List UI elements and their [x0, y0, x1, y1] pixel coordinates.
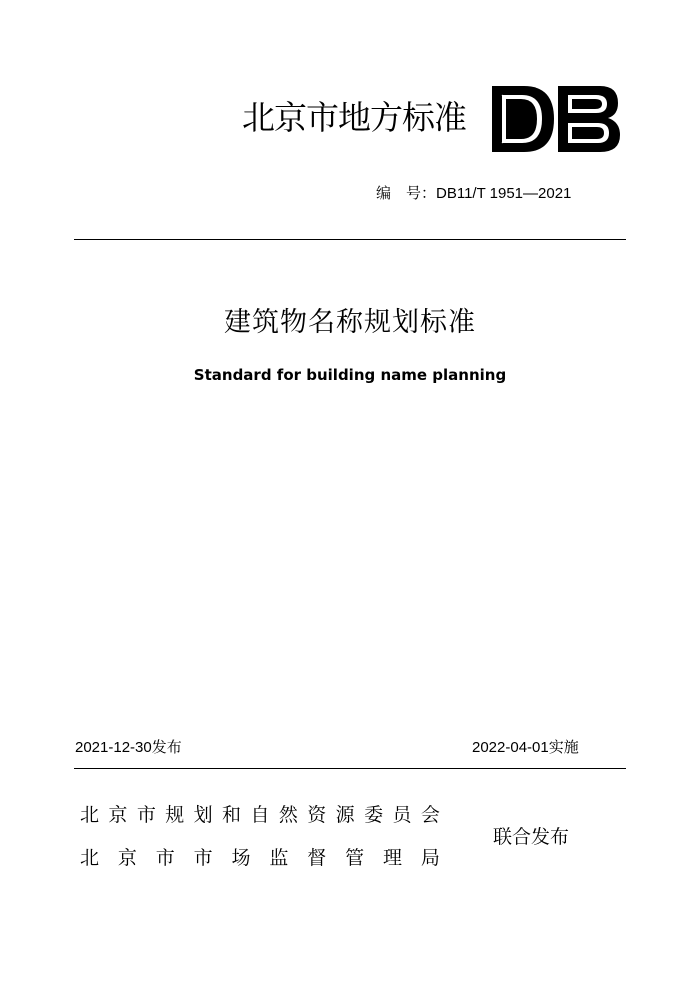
- issuer-char: 督: [307, 847, 327, 869]
- document-title-english: Standard for building name planning: [193, 366, 507, 384]
- standard-category-title: 北京市地方标准: [242, 98, 466, 137]
- bottom-divider: [74, 768, 626, 769]
- issuer-char: 管: [345, 847, 365, 869]
- db-logo: [490, 84, 622, 154]
- top-divider: [74, 239, 626, 240]
- issuer-char: 规: [165, 804, 185, 826]
- document-number-label: 编 号：: [376, 184, 437, 202]
- issuer-char: 市: [155, 847, 175, 869]
- issuer-char: 市: [136, 804, 156, 826]
- document-number-value: DB11/T 1951—2021: [436, 185, 572, 202]
- issuer-char: 员: [392, 804, 412, 826]
- document-title-chinese: 建筑物名称规划标准: [224, 307, 476, 338]
- issuer-market-regulation: [80, 844, 440, 872]
- issuer-char: 源: [335, 804, 355, 826]
- issue-date: 2021-12-30发布: [75, 739, 182, 756]
- issuer-char: 理: [383, 847, 403, 869]
- issuer-char: 局: [420, 847, 440, 869]
- issuer-planning-commission: [80, 801, 440, 829]
- issuer-char: 自: [250, 804, 270, 826]
- issuer-char: 划: [193, 804, 213, 826]
- issuer-char: 京: [108, 804, 128, 826]
- document-number: [376, 182, 571, 205]
- issuer-char: 京: [117, 847, 137, 869]
- issuer-char: 和: [222, 804, 242, 826]
- issuer-char: 委: [364, 804, 384, 826]
- issuer-char: 市: [193, 847, 213, 869]
- issuer-char: 场: [231, 847, 251, 869]
- issuer-char: 然: [278, 804, 298, 826]
- issuer-char: 北: [80, 847, 100, 869]
- issuer-char: 会: [420, 804, 440, 826]
- issuer-char: 监: [269, 847, 289, 869]
- issuer-char: 资: [307, 804, 327, 826]
- joint-release-label: 联合发布: [493, 826, 570, 848]
- issuer-char: 北: [80, 804, 100, 826]
- implementation-date: 2022-04-01实施: [472, 739, 579, 756]
